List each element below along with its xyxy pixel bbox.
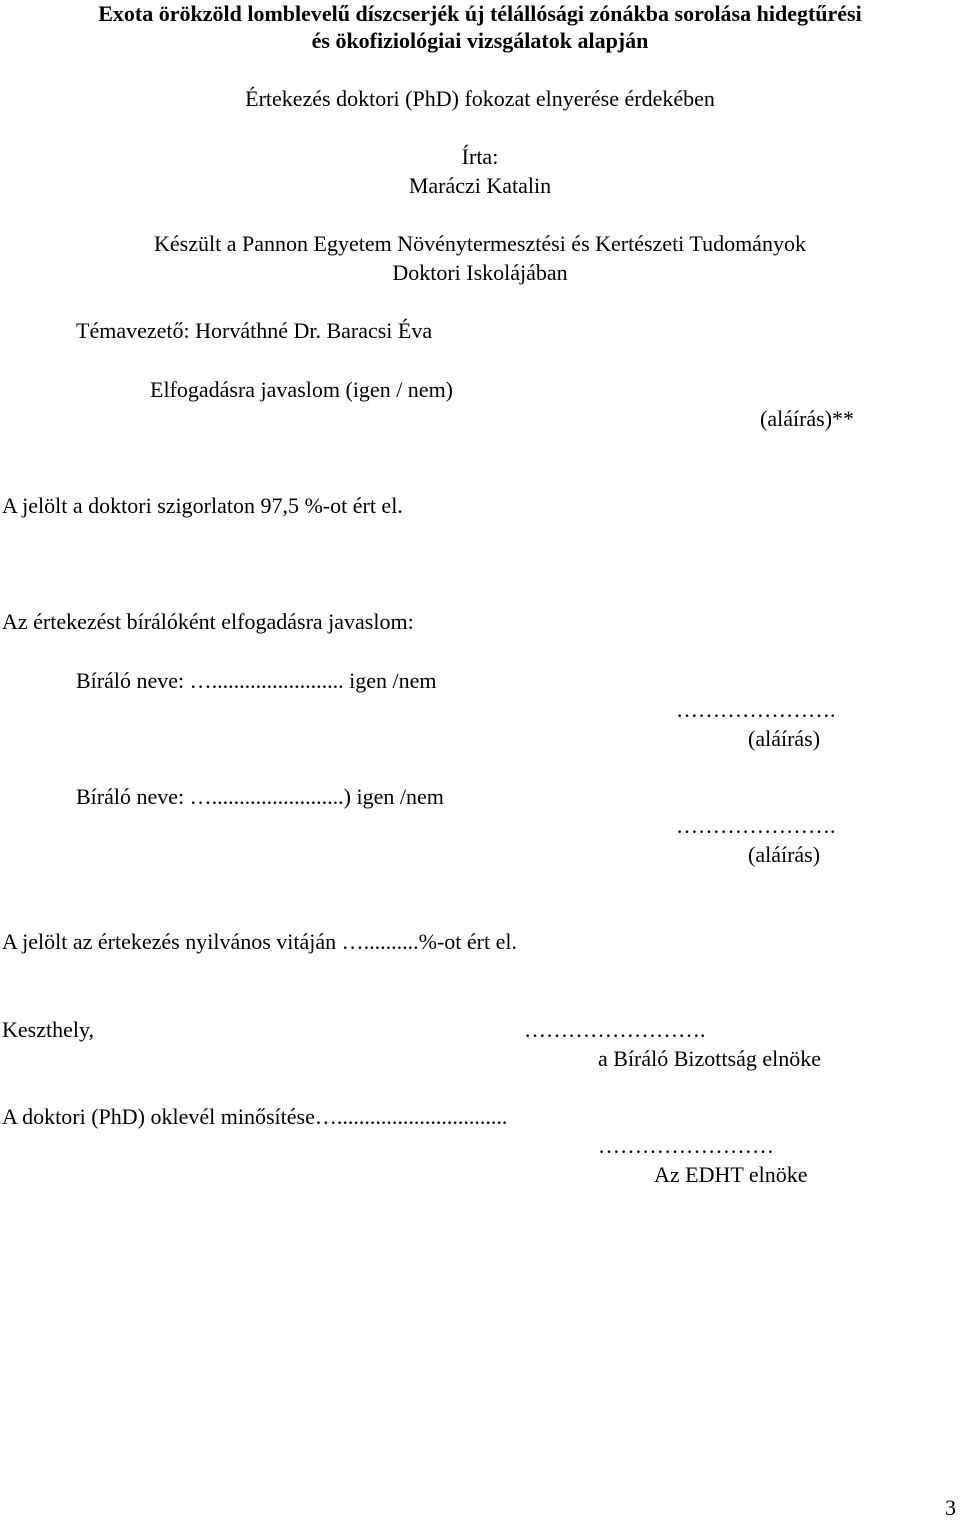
committee-signature-line: ……………………. xyxy=(524,1017,706,1042)
page-number: 3 xyxy=(945,1495,956,1520)
supervisor-recommendation: Elfogadásra javaslom (igen / nem) xyxy=(150,377,454,402)
reviewer-1-signature-label: (aláírás) xyxy=(748,726,821,751)
reviewer-2-signature-label: (aláírás) xyxy=(748,842,821,867)
supervisor-line: Témavezető: Horváthné Dr. Baracsi Éva xyxy=(76,318,433,343)
author-name: Maráczi Katalin xyxy=(408,173,552,198)
edht-signature-line: …………………… xyxy=(598,1133,774,1158)
defense-result: A jelölt az értekezés nyilvános vitáján …..........%-ot ért el. xyxy=(2,929,518,954)
institution-line-2: Doktori Iskolájában xyxy=(392,260,568,285)
reviewer-2-line: Bíráló neve: …........................) igen /nem xyxy=(76,784,444,809)
committee-label: a Bíráló Bizottság elnöke xyxy=(598,1046,821,1071)
exam-result: A jelölt a doktori szigorlaton 97,5 %-ot ért el. xyxy=(2,493,403,518)
title-line-2: és ökofiziológiai vizsgálatok alapján xyxy=(311,28,649,53)
edht-label: Az EDHT elnöke xyxy=(654,1162,808,1187)
author-label: Írta: xyxy=(461,144,499,169)
reviewers-intro: Az értekezést bírálóként elfogadásra javaslom: xyxy=(2,609,414,634)
title-line-1: Exota örökzöld lomblevelű díszcserjék új télállósági zónákba sorolása hidegtűrési xyxy=(98,1,862,26)
reviewer-1-signature-line: …………………. xyxy=(676,697,836,722)
supervisor-signature: (aláírás)** xyxy=(760,406,855,431)
purpose-text: Értekezés doktori (PhD) fokozat elnyerése érdekében xyxy=(245,86,715,111)
qualification-line: A doktori (PhD) oklevél minősítése…............................... xyxy=(2,1104,508,1129)
reviewer-1-line: Bíráló neve: …........................ igen /nem xyxy=(76,668,437,693)
reviewer-2-signature-line: …………………. xyxy=(676,813,836,838)
institution-line-1: Készült a Pannon Egyetem Növénytermesztési és Kertészeti Tudományok xyxy=(154,231,806,256)
place-text: Keszthely, xyxy=(2,1017,95,1042)
